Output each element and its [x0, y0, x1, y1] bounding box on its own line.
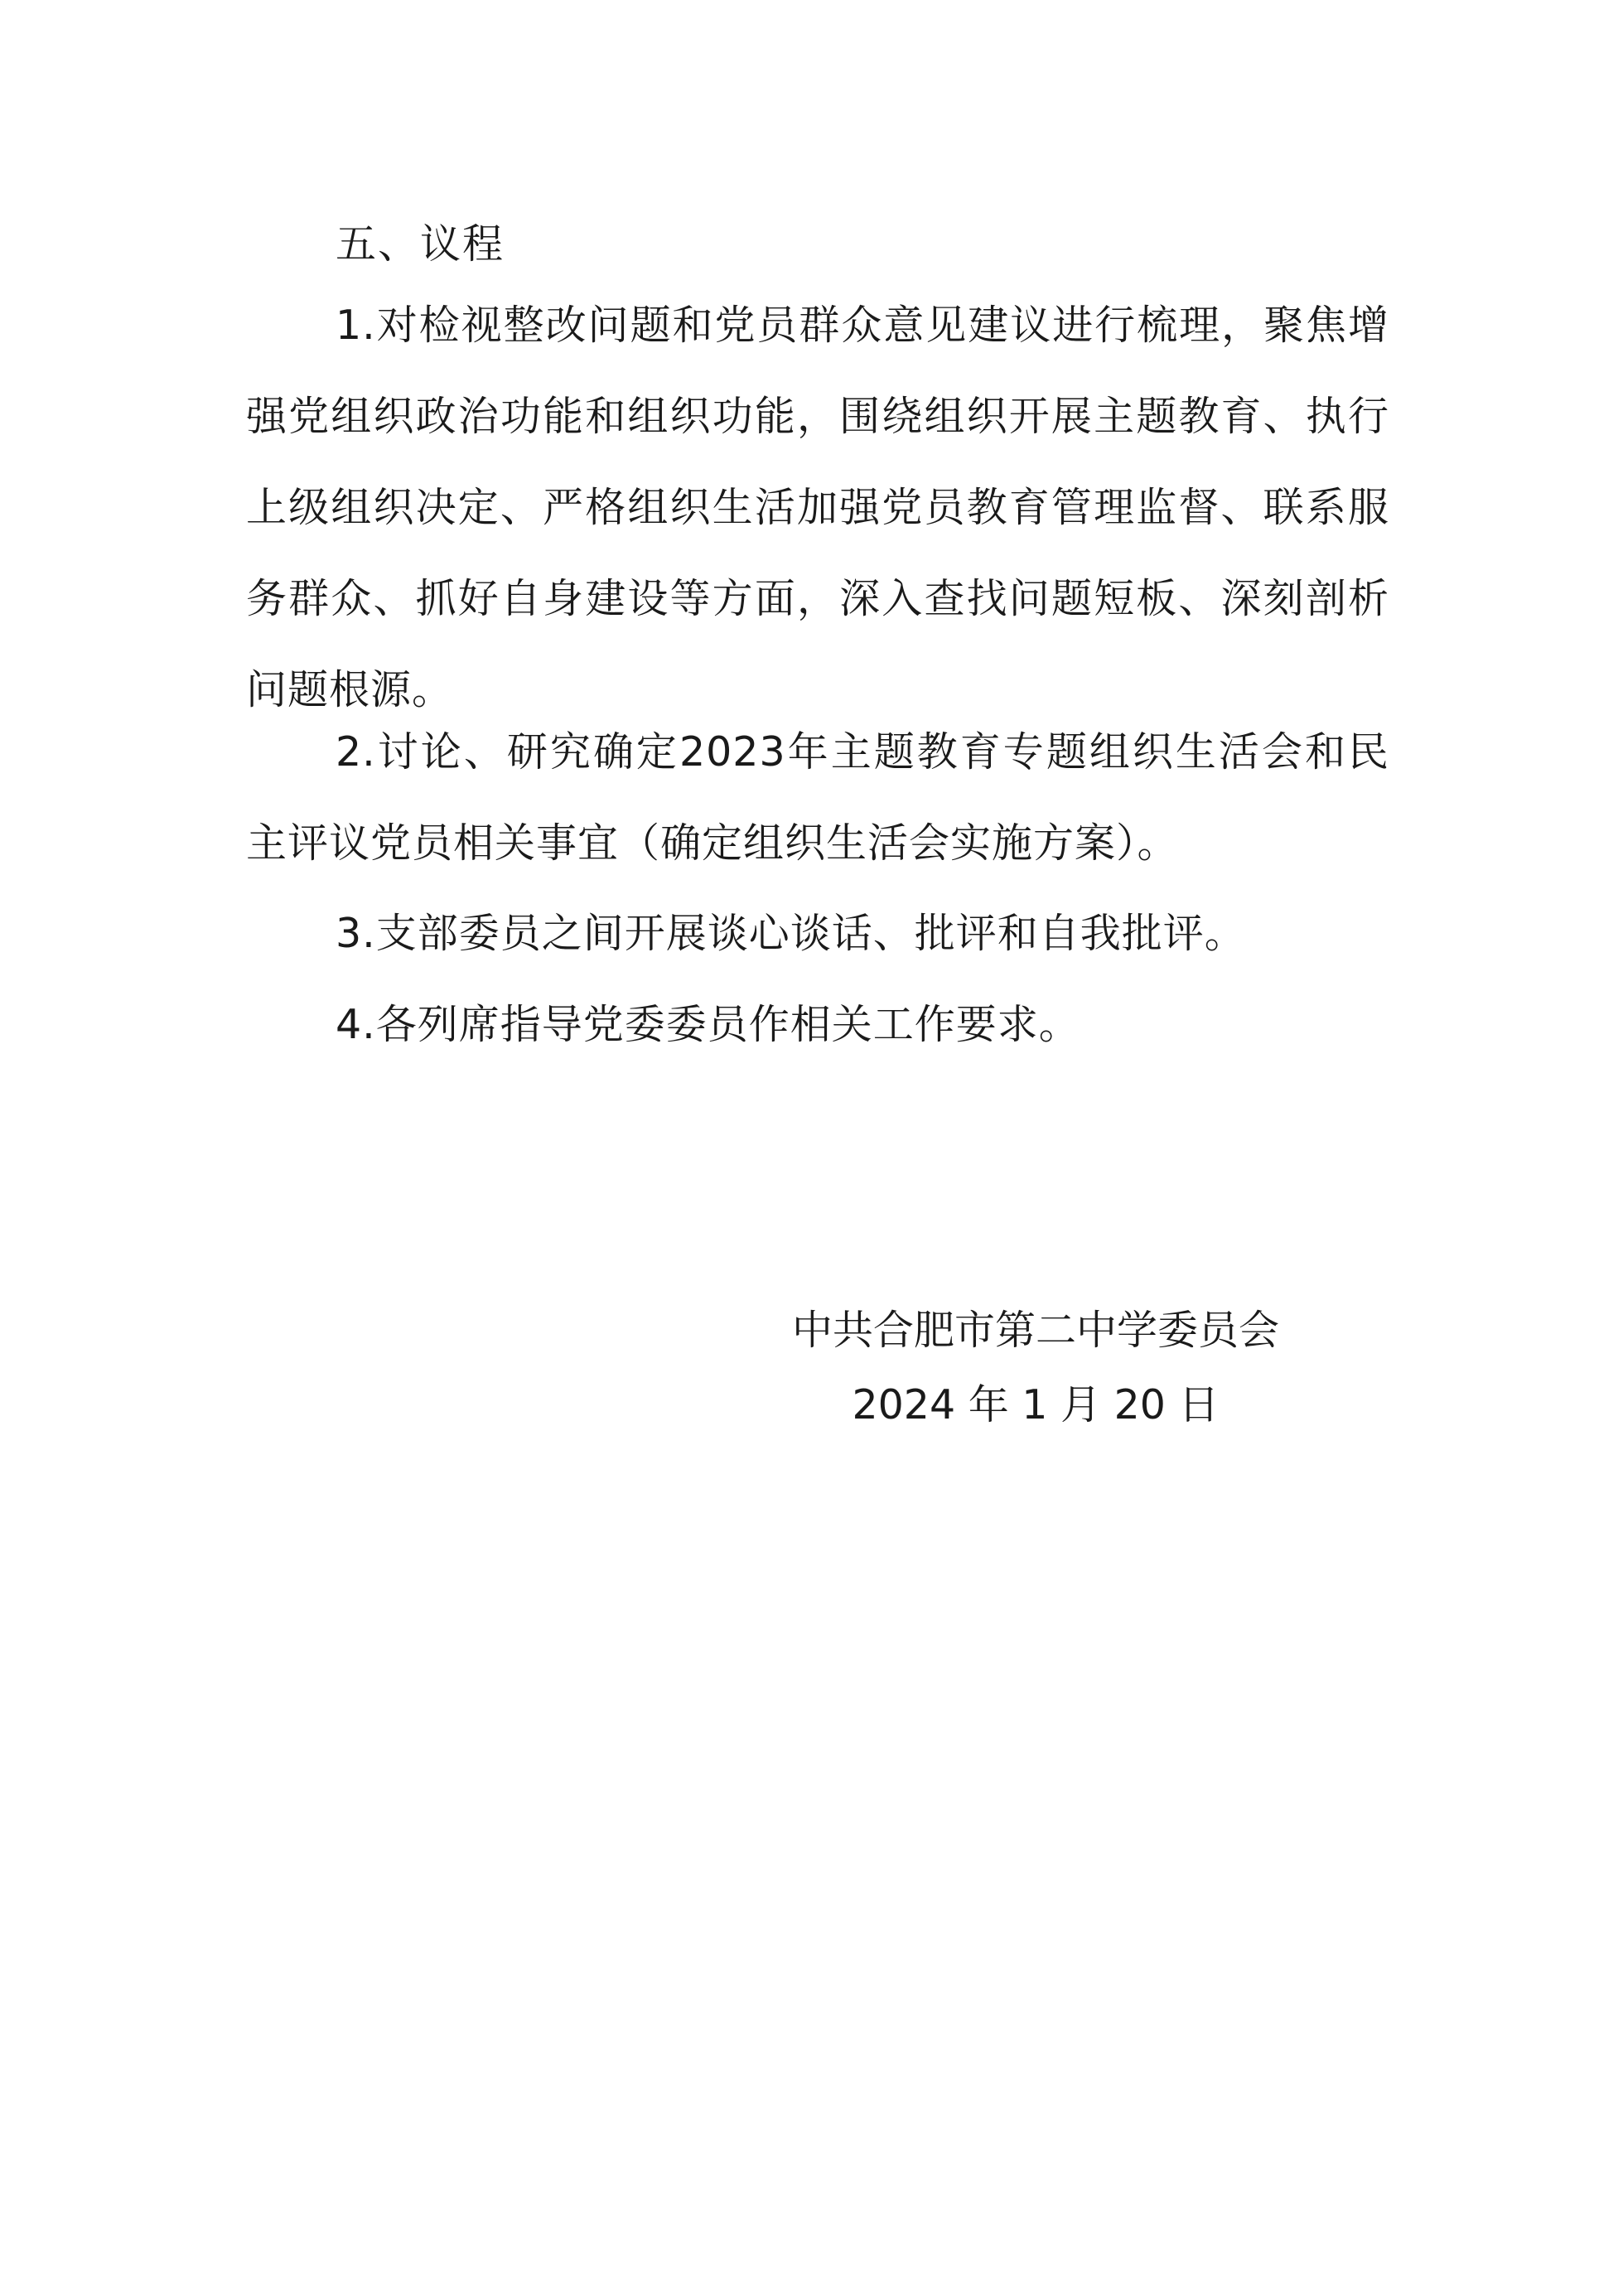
agenda-item-1: 1.对检视整改问题和党员群众意见建议进行梳理，聚焦增强党组织政治功能和组织功能，围绕组织开展主题教育、执行上级组织决定、严格组织生活加强党员教育管理监督、联系服务群众、抓好自身建设等方面，深入查找问题短板、深刻剖析问题根源。	[246, 302, 1389, 713]
agenda-item-3: 3.支部委员之间开展谈心谈话、批评和自我批评。	[336, 910, 1246, 957]
section-heading: 五、议程	[336, 220, 505, 268]
signature-organization: 中共合肥市第二中学委员会	[791, 1307, 1279, 1354]
agenda-item-4: 4.各列席指导党委委员作相关工作要求。	[336, 1001, 1080, 1048]
agenda-item-2: 2.讨论、研究确定2023年主题教育专题组织生活会和民主评议党员相关事宜（确定组织生活会实施方案）。	[246, 728, 1389, 867]
signature-date: 2024 年 1 月 20 日	[852, 1381, 1220, 1428]
